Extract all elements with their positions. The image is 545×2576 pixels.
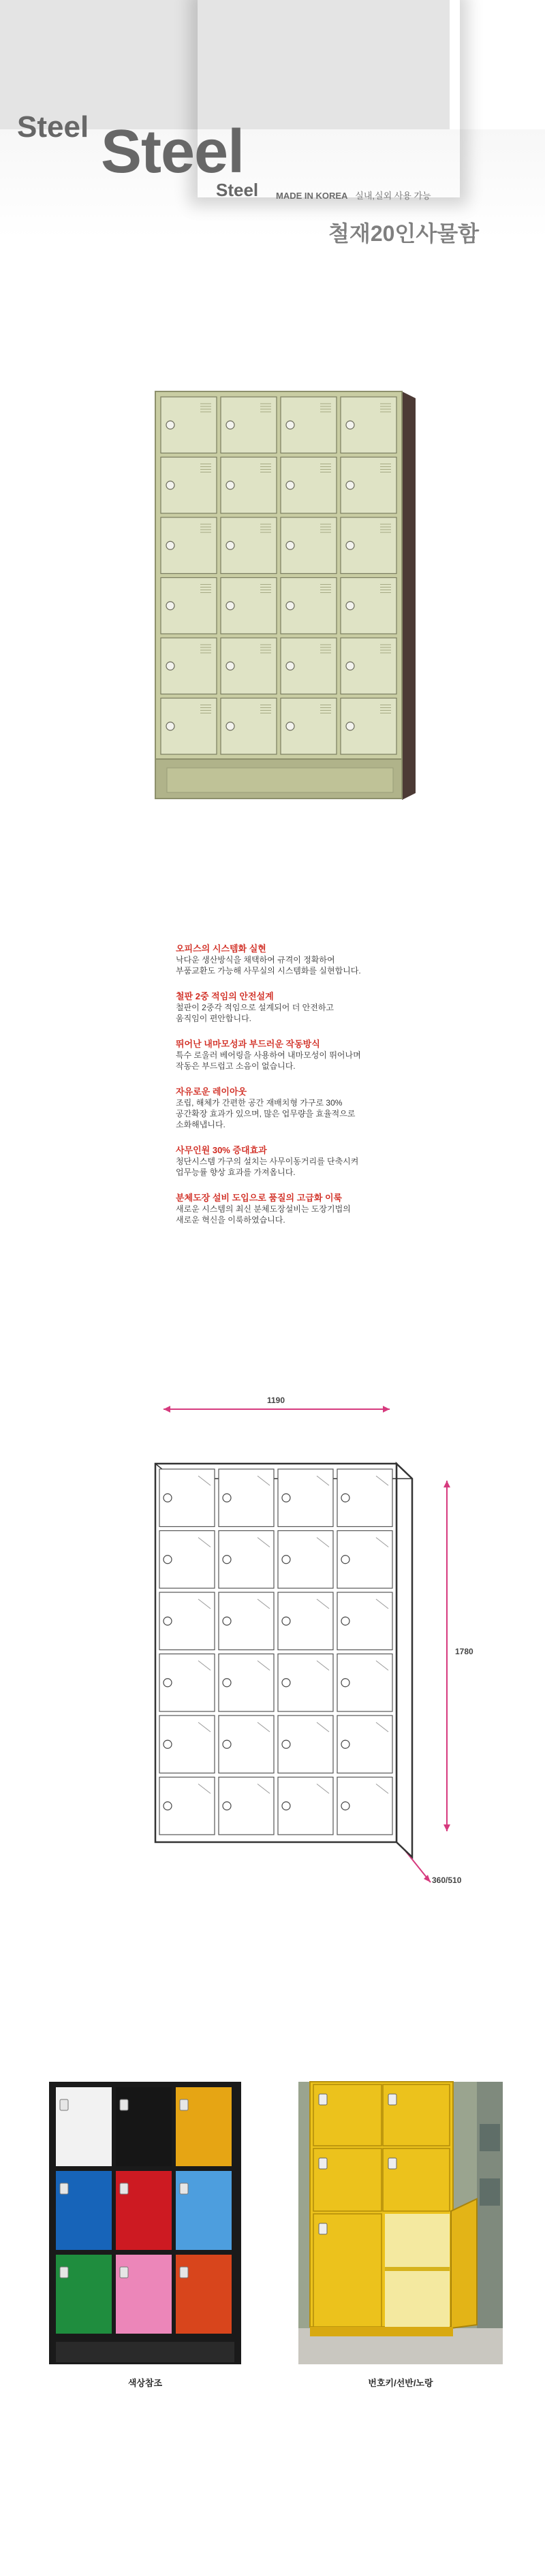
feature-description: 새로운 시스템의 최신 분체도장설비는 도장기법의: [176, 1204, 351, 1214]
lock-icon: [346, 421, 354, 429]
steel-small-text: Steel: [17, 110, 89, 144]
keypad-icon: [180, 2183, 188, 2194]
lock-icon: [341, 1494, 349, 1502]
lock-icon: [166, 662, 174, 670]
lock-icon: [346, 722, 354, 730]
lock-icon: [166, 541, 174, 549]
shelf: [385, 2267, 450, 2271]
feature-description: 업무능률 향상 효과를 가져옵니다.: [176, 1168, 296, 1177]
feature-title: 철판 2중 적임의 안전설계: [176, 991, 274, 1001]
height-arrow-bottom: [443, 1824, 450, 1831]
usage-label: 실내,실외 사용 가능: [355, 191, 431, 201]
feature-description: 소화해냅니다.: [176, 1120, 225, 1129]
color-swatch-door: [56, 2255, 112, 2334]
width-arrow-left: [164, 1406, 170, 1413]
feature-description: 새로운 혁신을 이룩하였습니다.: [176, 1215, 285, 1225]
lock-icon: [341, 1617, 349, 1625]
color-swatch-door: [116, 2171, 172, 2250]
feature-description: 특수 로울러 베어링을 사용하여 내마모성이 뛰어나며: [176, 1050, 361, 1060]
lock-icon: [223, 1494, 231, 1502]
color-swatch-door: [56, 2087, 112, 2166]
color-swatch-door: [116, 2255, 172, 2334]
keypad-icon: [180, 2267, 188, 2278]
keypad-icon: [60, 2183, 68, 2194]
keypad-icon: [120, 2183, 128, 2194]
lock-icon: [166, 602, 174, 610]
feature-item: [176, 991, 462, 1024]
keypad-icon: [388, 2158, 396, 2169]
width-arrow-right: [383, 1406, 390, 1413]
feature-description: 작동은 부드럽고 소음이 없습니다.: [176, 1061, 296, 1071]
lock-icon: [282, 1802, 290, 1810]
keypad-icon: [120, 2267, 128, 2278]
feature-title: 자유로운 레이아웃: [176, 1086, 247, 1097]
made-in-label: MADE IN KOREA: [276, 191, 348, 201]
lock-icon: [164, 1802, 172, 1810]
lock-icon: [164, 1494, 172, 1502]
height-dimension-label: 1780: [455, 1647, 473, 1656]
lock-icon: [223, 1802, 231, 1810]
color-sample-base: [56, 2342, 234, 2362]
steel-medium-text: Steel: [216, 180, 259, 200]
keypad-icon: [180, 2099, 188, 2110]
color-swatch-door: [116, 2087, 172, 2166]
lock-icon: [164, 1679, 172, 1687]
feature-item: [176, 1038, 462, 1072]
feature-description: 공간확장 효과가 있으며, 많은 업무량을 효율적으로: [176, 1109, 356, 1118]
feature-description: 부품교환도 가능해 사무실의 시스템화를 실현합니다.: [176, 966, 361, 976]
locker-product-image: [155, 391, 416, 800]
lock-icon: [223, 1617, 231, 1625]
color-swatch-door: [176, 2255, 232, 2334]
yellow-locker-photo: [298, 2082, 503, 2364]
yellow-locker-base: [310, 2327, 453, 2336]
lock-icon: [341, 1556, 349, 1564]
lock-icon: [282, 1740, 290, 1748]
lock-icon: [282, 1679, 290, 1687]
drawing-side-panel: [396, 1464, 412, 1857]
color-swatch-door: [56, 2171, 112, 2250]
lock-icon: [286, 722, 294, 730]
lock-icon: [226, 722, 234, 730]
keypad-icon: [60, 2099, 68, 2110]
keypad-icon: [319, 2223, 327, 2234]
color-swatch-door: [176, 2087, 232, 2166]
lock-icon: [346, 541, 354, 549]
keypad-icon: [388, 2094, 396, 2105]
feature-title: 뛰어난 내마모성과 부드러운 작동방식: [176, 1039, 320, 1049]
feature-description: 조립, 해체가 간편한 공간 재배치형 가구로 30%: [176, 1098, 343, 1108]
keypad-icon: [60, 2267, 68, 2278]
feature-title: 분체도장 설비 도입으로 품질의 고급화 이룩: [176, 1193, 343, 1203]
lock-icon: [282, 1556, 290, 1564]
lock-icon: [223, 1556, 231, 1564]
lock-icon: [341, 1679, 349, 1687]
feature-description: 낙다운 생산방식을 채택하여 규격이 정확하여: [176, 955, 335, 965]
lock-icon: [223, 1679, 231, 1687]
feature-item: [176, 943, 462, 976]
keypad-icon: [120, 2099, 128, 2110]
feature-description: 철판이 2중각 적임으로 설계되어 더 안전하고: [176, 1003, 334, 1012]
keypad-icon: [319, 2158, 327, 2169]
locker-dimension-drawing: [155, 1406, 450, 1882]
depth-dimension-label: 360/510: [432, 1875, 462, 1885]
feature-item: [176, 1192, 462, 1225]
lock-icon: [164, 1740, 172, 1748]
feature-item: [176, 1144, 462, 1178]
lock-icon: [286, 662, 294, 670]
lock-icon: [282, 1494, 290, 1502]
lock-icon: [282, 1617, 290, 1625]
key-shelf-caption: 번호키/선반/노랑: [368, 2378, 433, 2388]
lock-icon: [226, 602, 234, 610]
lock-icon: [166, 421, 174, 429]
steel-large-text: Steel: [101, 118, 245, 186]
feature-title: 오피스의 시스템화 실현: [176, 944, 266, 954]
lock-icon: [164, 1556, 172, 1564]
lock-icon: [286, 421, 294, 429]
lock-icon: [164, 1617, 172, 1625]
feature-item: [176, 1086, 462, 1130]
lock-icon: [346, 481, 354, 489]
keypad-icon: [319, 2094, 327, 2105]
width-dimension-label: 1190: [267, 1396, 285, 1405]
color-swatch-door: [176, 2171, 232, 2250]
height-arrow-top: [443, 1481, 450, 1487]
feature-description: 청단시스템 가구의 설치는 사무이동거리를 단축시켜: [176, 1157, 359, 1166]
locker-side-panel: [402, 391, 416, 800]
color-sample-photo: [49, 2082, 241, 2364]
locker-base-panel: [167, 768, 393, 792]
lock-icon: [346, 662, 354, 670]
lock-icon: [226, 421, 234, 429]
lock-icon: [166, 481, 174, 489]
lock-icon: [341, 1740, 349, 1748]
lock-icon: [346, 602, 354, 610]
lock-icon: [286, 602, 294, 610]
lock-icon: [226, 481, 234, 489]
open-door: [451, 2199, 477, 2328]
lock-icon: [341, 1802, 349, 1810]
feature-list: [176, 943, 462, 1240]
lock-icon: [226, 541, 234, 549]
color-reference-caption: 색상참조: [127, 2378, 163, 2388]
lock-icon: [166, 722, 174, 730]
lock-icon: [223, 1740, 231, 1748]
lock-icon: [226, 662, 234, 670]
lock-icon: [286, 481, 294, 489]
lock-icon: [286, 541, 294, 549]
feature-description: 움직임이 편안합니다.: [176, 1014, 251, 1023]
product-name: 철재20인사물함: [328, 221, 480, 246]
feature-title: 사무인원 30% 증대효과: [176, 1145, 267, 1155]
